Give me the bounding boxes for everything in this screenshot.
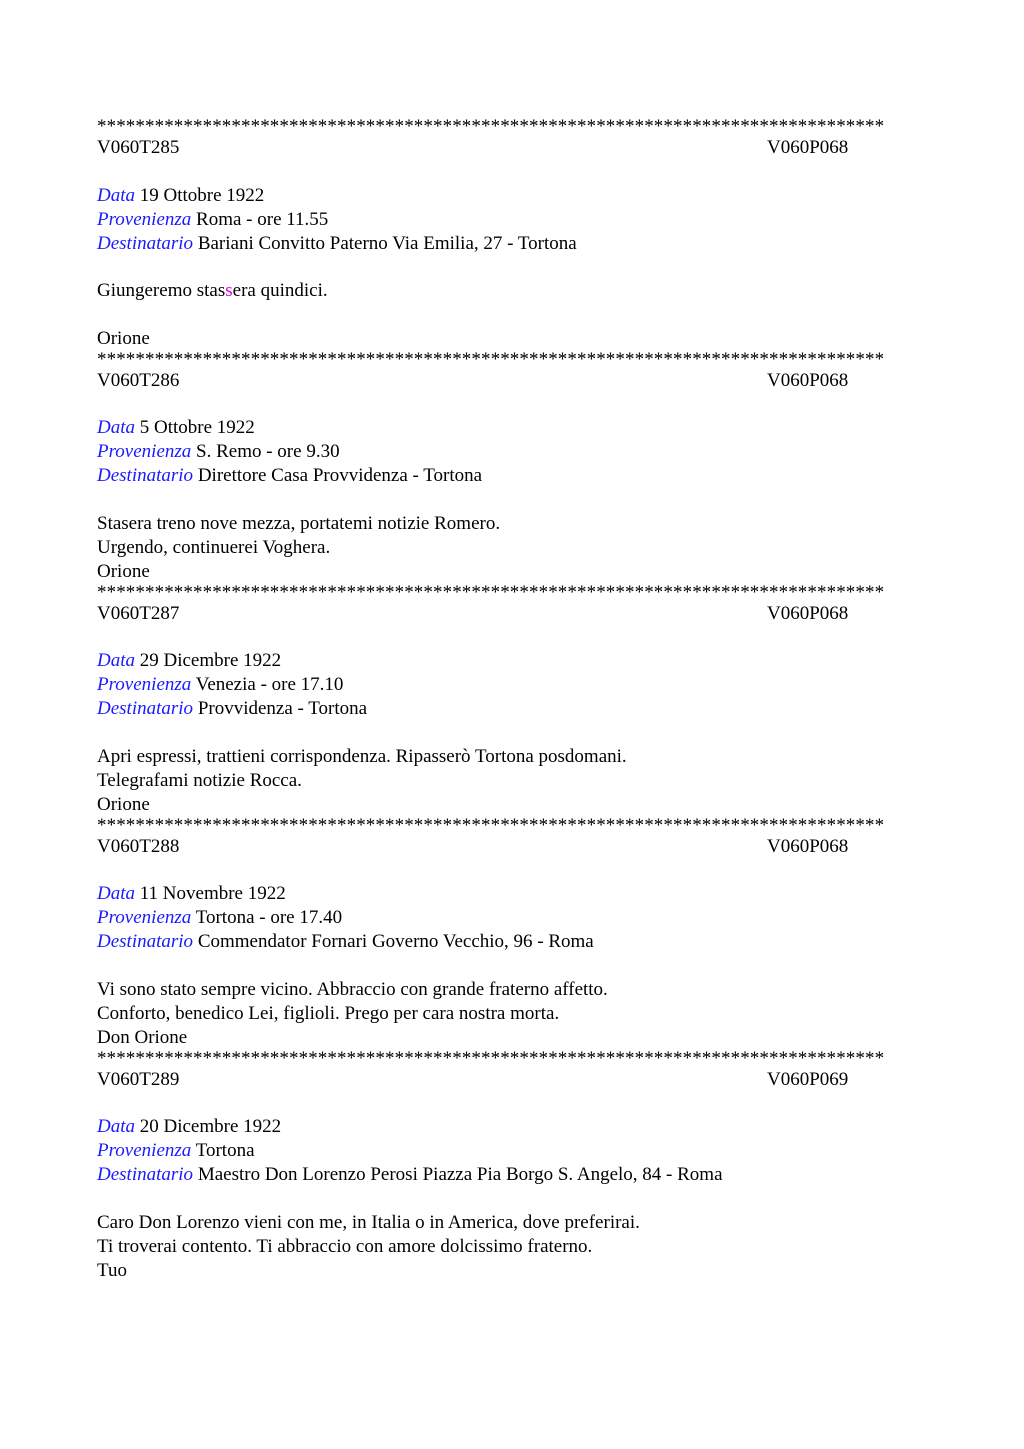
recipient-value: Provvidenza - Tortona <box>197 698 368 719</box>
signature: Don Orione <box>97 1026 188 1048</box>
date-label: Data <box>97 883 135 904</box>
origin-line <box>97 208 927 232</box>
document-page <box>97 118 927 1283</box>
recipient-line <box>97 697 927 721</box>
origin-value: Venezia - ore 17.10 <box>195 674 344 695</box>
message-line: Stasera treno nove mezza, portatemi notizie Romero. <box>97 512 501 534</box>
recipient-label: Destinatario <box>97 465 194 486</box>
message-line: Ti troverai contento. Ti abbraccio con amore dolcissimo fraterno. <box>97 1235 593 1257</box>
date-line <box>97 649 927 673</box>
entry-id: V060T287 <box>97 602 180 624</box>
message-line: Telegrafami notizie Rocca. <box>97 769 302 791</box>
recipient-label: Destinatario <box>97 931 194 952</box>
origin-value: S. Remo - ore 9.30 <box>196 441 340 462</box>
recipient-label: Destinatario <box>97 698 194 719</box>
page-ref: V060P068 <box>767 369 849 391</box>
origin-label: Provenienza <box>97 208 192 230</box>
origin-label: Provenienza <box>97 674 192 695</box>
date-label: Data <box>97 650 135 671</box>
date-value: 20 Dicembre 1922 <box>139 1116 282 1137</box>
entry-id: V060T289 <box>97 1068 180 1090</box>
separator: ********************************************************************************** <box>97 350 885 369</box>
date-value: 11 Novembre 1922 <box>139 883 286 904</box>
message-line: Caro Don Lorenzo vieni con me, in Italia o in America, dove preferirai. <box>97 1211 640 1233</box>
recipient-label: Destinatario <box>97 232 194 254</box>
signature: Orione <box>97 560 150 582</box>
entry-id: V060T288 <box>97 835 180 857</box>
origin-label: Provenienza <box>97 907 192 928</box>
origin-value: Tortona <box>195 1140 255 1161</box>
recipient-value: Bariani Convitto Paterno Via Emilia, 27 - Tortona <box>197 232 577 254</box>
date-label: Data <box>97 1116 135 1137</box>
date-line <box>97 1115 927 1139</box>
recipient-label: Destinatario <box>97 1164 194 1185</box>
origin-label: Provenienza <box>97 441 192 462</box>
page-ref: V060P068 <box>767 602 849 624</box>
signature: Orione <box>97 327 150 349</box>
entry-header <box>97 602 927 626</box>
entry-header <box>97 835 927 859</box>
recipient-line <box>97 232 927 256</box>
entry-header <box>97 1068 927 1092</box>
message-line: Giungeremo stassera quindici. <box>97 280 328 301</box>
date-value: 29 Dicembre 1922 <box>139 650 282 671</box>
origin-line <box>97 440 927 464</box>
date-line <box>97 416 927 440</box>
date-label: Data <box>97 184 135 206</box>
separator: ********************************************************************************** <box>97 118 885 136</box>
date-label: Data <box>97 417 135 438</box>
entry-id: V060T285 <box>97 137 180 158</box>
page-ref: V060P068 <box>767 137 849 158</box>
signature: Tuo <box>97 1259 127 1281</box>
message-line: Conforto, benedico Lei, figlioli. Prego per cara nostra morta. <box>97 1002 560 1024</box>
date-line <box>97 882 927 906</box>
entry-header <box>97 136 927 160</box>
recipient-value: Commendator Fornari Governo Vecchio, 96 - Roma <box>197 931 594 952</box>
separator: ********************************************************************************** <box>97 816 885 835</box>
date-line <box>97 184 927 208</box>
signature: Orione <box>97 793 150 815</box>
page-ref: V060P069 <box>767 1068 849 1090</box>
separator: ********************************************************************************** <box>97 1049 885 1068</box>
origin-label: Provenienza <box>97 1140 192 1161</box>
origin-value: Roma - ore 11.55 <box>196 208 329 230</box>
origin-line <box>97 1139 927 1163</box>
recipient-value: Direttore Casa Provvidenza - Tortona <box>197 465 483 486</box>
origin-line <box>97 906 927 930</box>
recipient-line <box>97 1163 927 1187</box>
message-line: Vi sono stato sempre vicino. Abbraccio con grande fraterno affetto. <box>97 978 608 1000</box>
date-value: 5 Ottobre 1922 <box>139 417 255 438</box>
recipient-line <box>97 464 927 488</box>
date-value: 19 Ottobre 1922 <box>139 184 265 206</box>
entry-header <box>97 369 927 393</box>
origin-value: Tortona - ore 17.40 <box>195 907 343 928</box>
entry-id: V060T286 <box>97 369 180 391</box>
highlighted-char: s <box>225 280 233 301</box>
separator: ********************************************************************************** <box>97 583 885 602</box>
message-line: Urgendo, continuerei Voghera. <box>97 536 331 558</box>
page-ref: V060P068 <box>767 835 849 857</box>
message-line: Apri espressi, trattieni corrispondenza. Ripasserò Tortona posdomani. <box>97 745 627 767</box>
recipient-line <box>97 930 927 954</box>
origin-line <box>97 673 927 697</box>
recipient-value: Maestro Don Lorenzo Perosi Piazza Pia Borgo S. Angelo, 84 - Roma <box>197 1164 723 1185</box>
